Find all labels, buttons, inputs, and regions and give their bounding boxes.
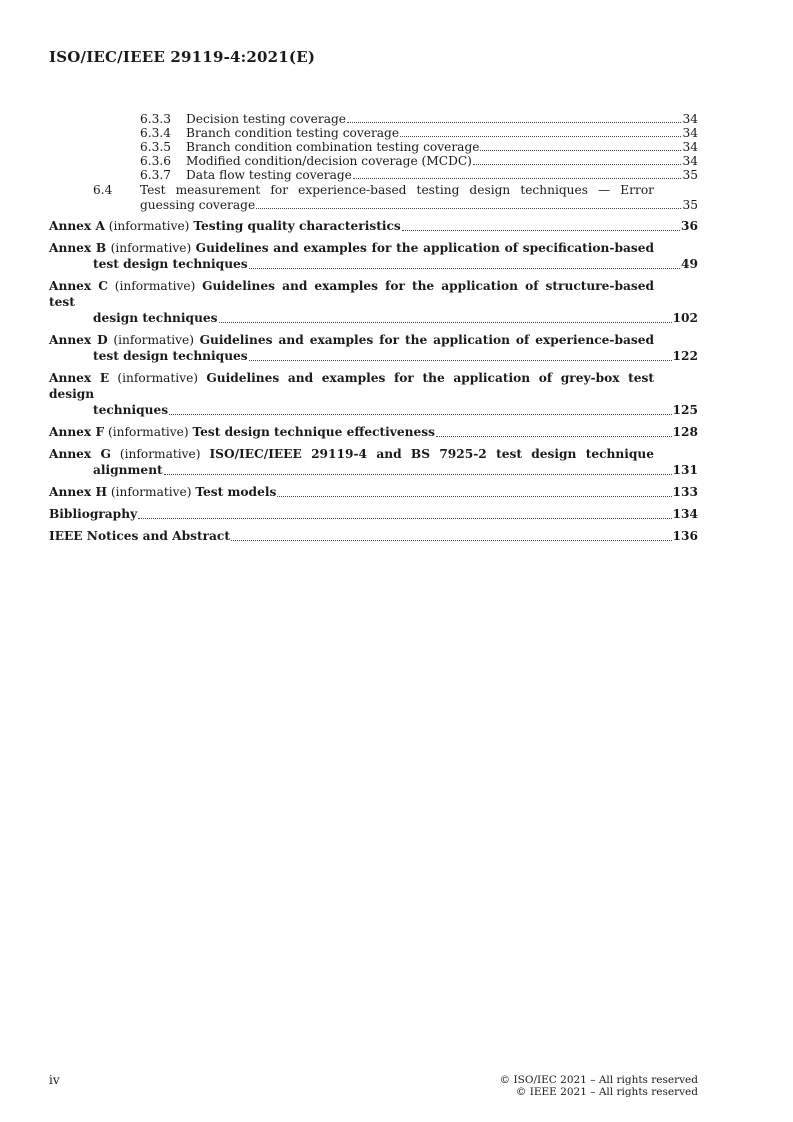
toc-entry-page: 131 <box>672 463 698 477</box>
annex-title-line2: test design techniques <box>93 257 248 271</box>
toc-entry-annex-c[interactable] <box>49 278 698 326</box>
annex-title: Test design technique effectiveness <box>192 425 435 439</box>
toc-entry-title: Bibliography <box>49 507 138 521</box>
annex-title-line2: test design techniques <box>93 349 248 363</box>
toc-entry-page: 34 <box>682 154 698 168</box>
annex-label: Annex E <box>49 371 110 385</box>
toc-entry-number: 6.4 <box>93 183 113 197</box>
toc-entry-annex-d[interactable] <box>49 332 698 364</box>
toc-entry-annex-e[interactable] <box>49 370 698 418</box>
dot-leader <box>480 150 681 151</box>
toc-entry-number: 6.3.5 <box>140 140 172 154</box>
toc-entry-page: 134 <box>672 507 698 521</box>
toc-entry-bibliography[interactable] <box>49 506 698 522</box>
dot-leader <box>400 136 681 137</box>
toc-entry-page: 35 <box>682 168 698 182</box>
toc-entry-ieee-notices[interactable] <box>49 528 698 544</box>
copyright-notice <box>500 1074 698 1098</box>
toc-entry-6-3-5[interactable] <box>49 140 698 154</box>
annex-title-line1: Guidelines and examples for the application of specification-based <box>195 241 655 255</box>
table-of-contents <box>49 112 698 544</box>
annex-title-line1: ISO/IEC/IEEE 29119-4 and BS 7925-2 test design technique <box>209 447 655 461</box>
toc-entry-number: 6.3.3 <box>140 112 172 126</box>
toc-entry-6-4[interactable] <box>49 183 698 212</box>
toc-entry-title: Data flow testing coverage <box>186 168 352 182</box>
dot-leader <box>169 414 671 415</box>
toc-entry-number: 6.3.4 <box>140 126 172 140</box>
dot-leader <box>249 268 680 269</box>
annex-title-line1: Guidelines and examples for the application of experience-based <box>199 333 654 347</box>
annex-label: Annex C <box>49 279 108 293</box>
annex-label: Annex H <box>49 485 107 499</box>
annex-title-line1: Guidelines and examples for the application of grey-box test design <box>49 371 655 401</box>
toc-entry-annex-f[interactable] <box>49 424 698 440</box>
dot-leader <box>249 360 672 361</box>
toc-entry-page: 49 <box>681 257 698 271</box>
dot-leader <box>138 518 671 519</box>
toc-entry-title: Modified condition/decision coverage (MCDC) <box>186 154 472 168</box>
annex-type: (informative) <box>110 485 192 499</box>
toc-entry-page: 36 <box>681 219 698 233</box>
toc-entry-page: 35 <box>682 198 698 212</box>
toc-entry-page: 136 <box>672 529 698 543</box>
dot-leader <box>219 322 672 323</box>
annex-title-line2: design techniques <box>93 311 218 325</box>
annex-label: Annex F <box>49 425 105 439</box>
annex-label: Annex B <box>49 241 107 255</box>
dot-leader <box>164 474 672 475</box>
toc-entry-page: 122 <box>672 349 698 363</box>
dot-leader <box>473 164 682 165</box>
annex-label: Annex G <box>49 447 111 461</box>
toc-entry-annex-g[interactable] <box>49 446 698 478</box>
toc-entry-number: 6.3.7 <box>140 168 172 182</box>
toc-entry-page: 102 <box>672 311 698 325</box>
dot-leader <box>256 208 681 209</box>
annex-title: Testing quality characteristics <box>193 219 401 233</box>
annex-type: (informative) <box>119 447 201 461</box>
annex-label: Annex D <box>49 333 108 347</box>
annex-type: (informative) <box>107 425 189 439</box>
toc-entry-page: 34 <box>682 126 698 140</box>
toc-entry-annex-b[interactable] <box>49 240 698 272</box>
annex-title-line1: Guidelines and examples for the application of structure-based test <box>49 279 655 309</box>
toc-entry-6-3-4[interactable] <box>49 126 698 140</box>
annex-label: Annex A <box>49 219 105 233</box>
dot-leader <box>231 540 672 541</box>
dot-leader <box>347 122 682 123</box>
dot-leader <box>277 496 671 497</box>
annex-title: Test models <box>195 485 277 499</box>
annex-type: (informative) <box>117 371 199 385</box>
dot-leader <box>402 230 680 231</box>
toc-entry-title: Branch condition combination testing coverage <box>186 140 480 154</box>
toc-entry-page: 125 <box>672 403 698 417</box>
toc-entry-title: Branch condition testing coverage <box>186 126 400 140</box>
toc-entry-title-line1: Test measurement for experience-based testing design techniques — Error <box>140 183 654 197</box>
annex-title-line2: techniques <box>93 403 169 417</box>
copyright-iso: © ISO/IEC 2021 – All rights reserved <box>499 1074 698 1086</box>
annex-type: (informative) <box>108 219 190 233</box>
annex-type: (informative) <box>113 333 194 347</box>
toc-entry-page: 128 <box>672 425 698 439</box>
copyright-ieee: © IEEE 2021 – All rights reserved <box>515 1086 698 1098</box>
toc-entry-title: Decision testing coverage <box>186 112 346 126</box>
annex-type: (informative) <box>110 241 192 255</box>
toc-entry-title-line2: guessing coverage <box>140 198 256 212</box>
annex-title-line2: alignment <box>93 463 163 477</box>
annex-type: (informative) <box>114 279 196 293</box>
toc-entry-page: 34 <box>682 140 698 154</box>
toc-entry-6-3-3[interactable] <box>49 112 698 126</box>
toc-entry-6-3-6[interactable] <box>49 154 698 168</box>
page-number: iv <box>49 1073 60 1087</box>
dot-leader <box>353 178 682 179</box>
toc-entry-annex-a[interactable] <box>49 218 698 234</box>
dot-leader <box>436 436 672 437</box>
toc-entry-title: IEEE Notices and Abstract <box>49 529 230 543</box>
toc-entry-6-3-7[interactable] <box>49 168 698 182</box>
toc-entry-page: 34 <box>682 112 698 126</box>
toc-entry-number: 6.3.6 <box>140 154 172 168</box>
document-header: ISO/IEC/IEEE 29119-4:2021(E) <box>49 48 316 66</box>
toc-entry-annex-h[interactable] <box>49 484 698 500</box>
toc-entry-page: 133 <box>672 485 698 499</box>
